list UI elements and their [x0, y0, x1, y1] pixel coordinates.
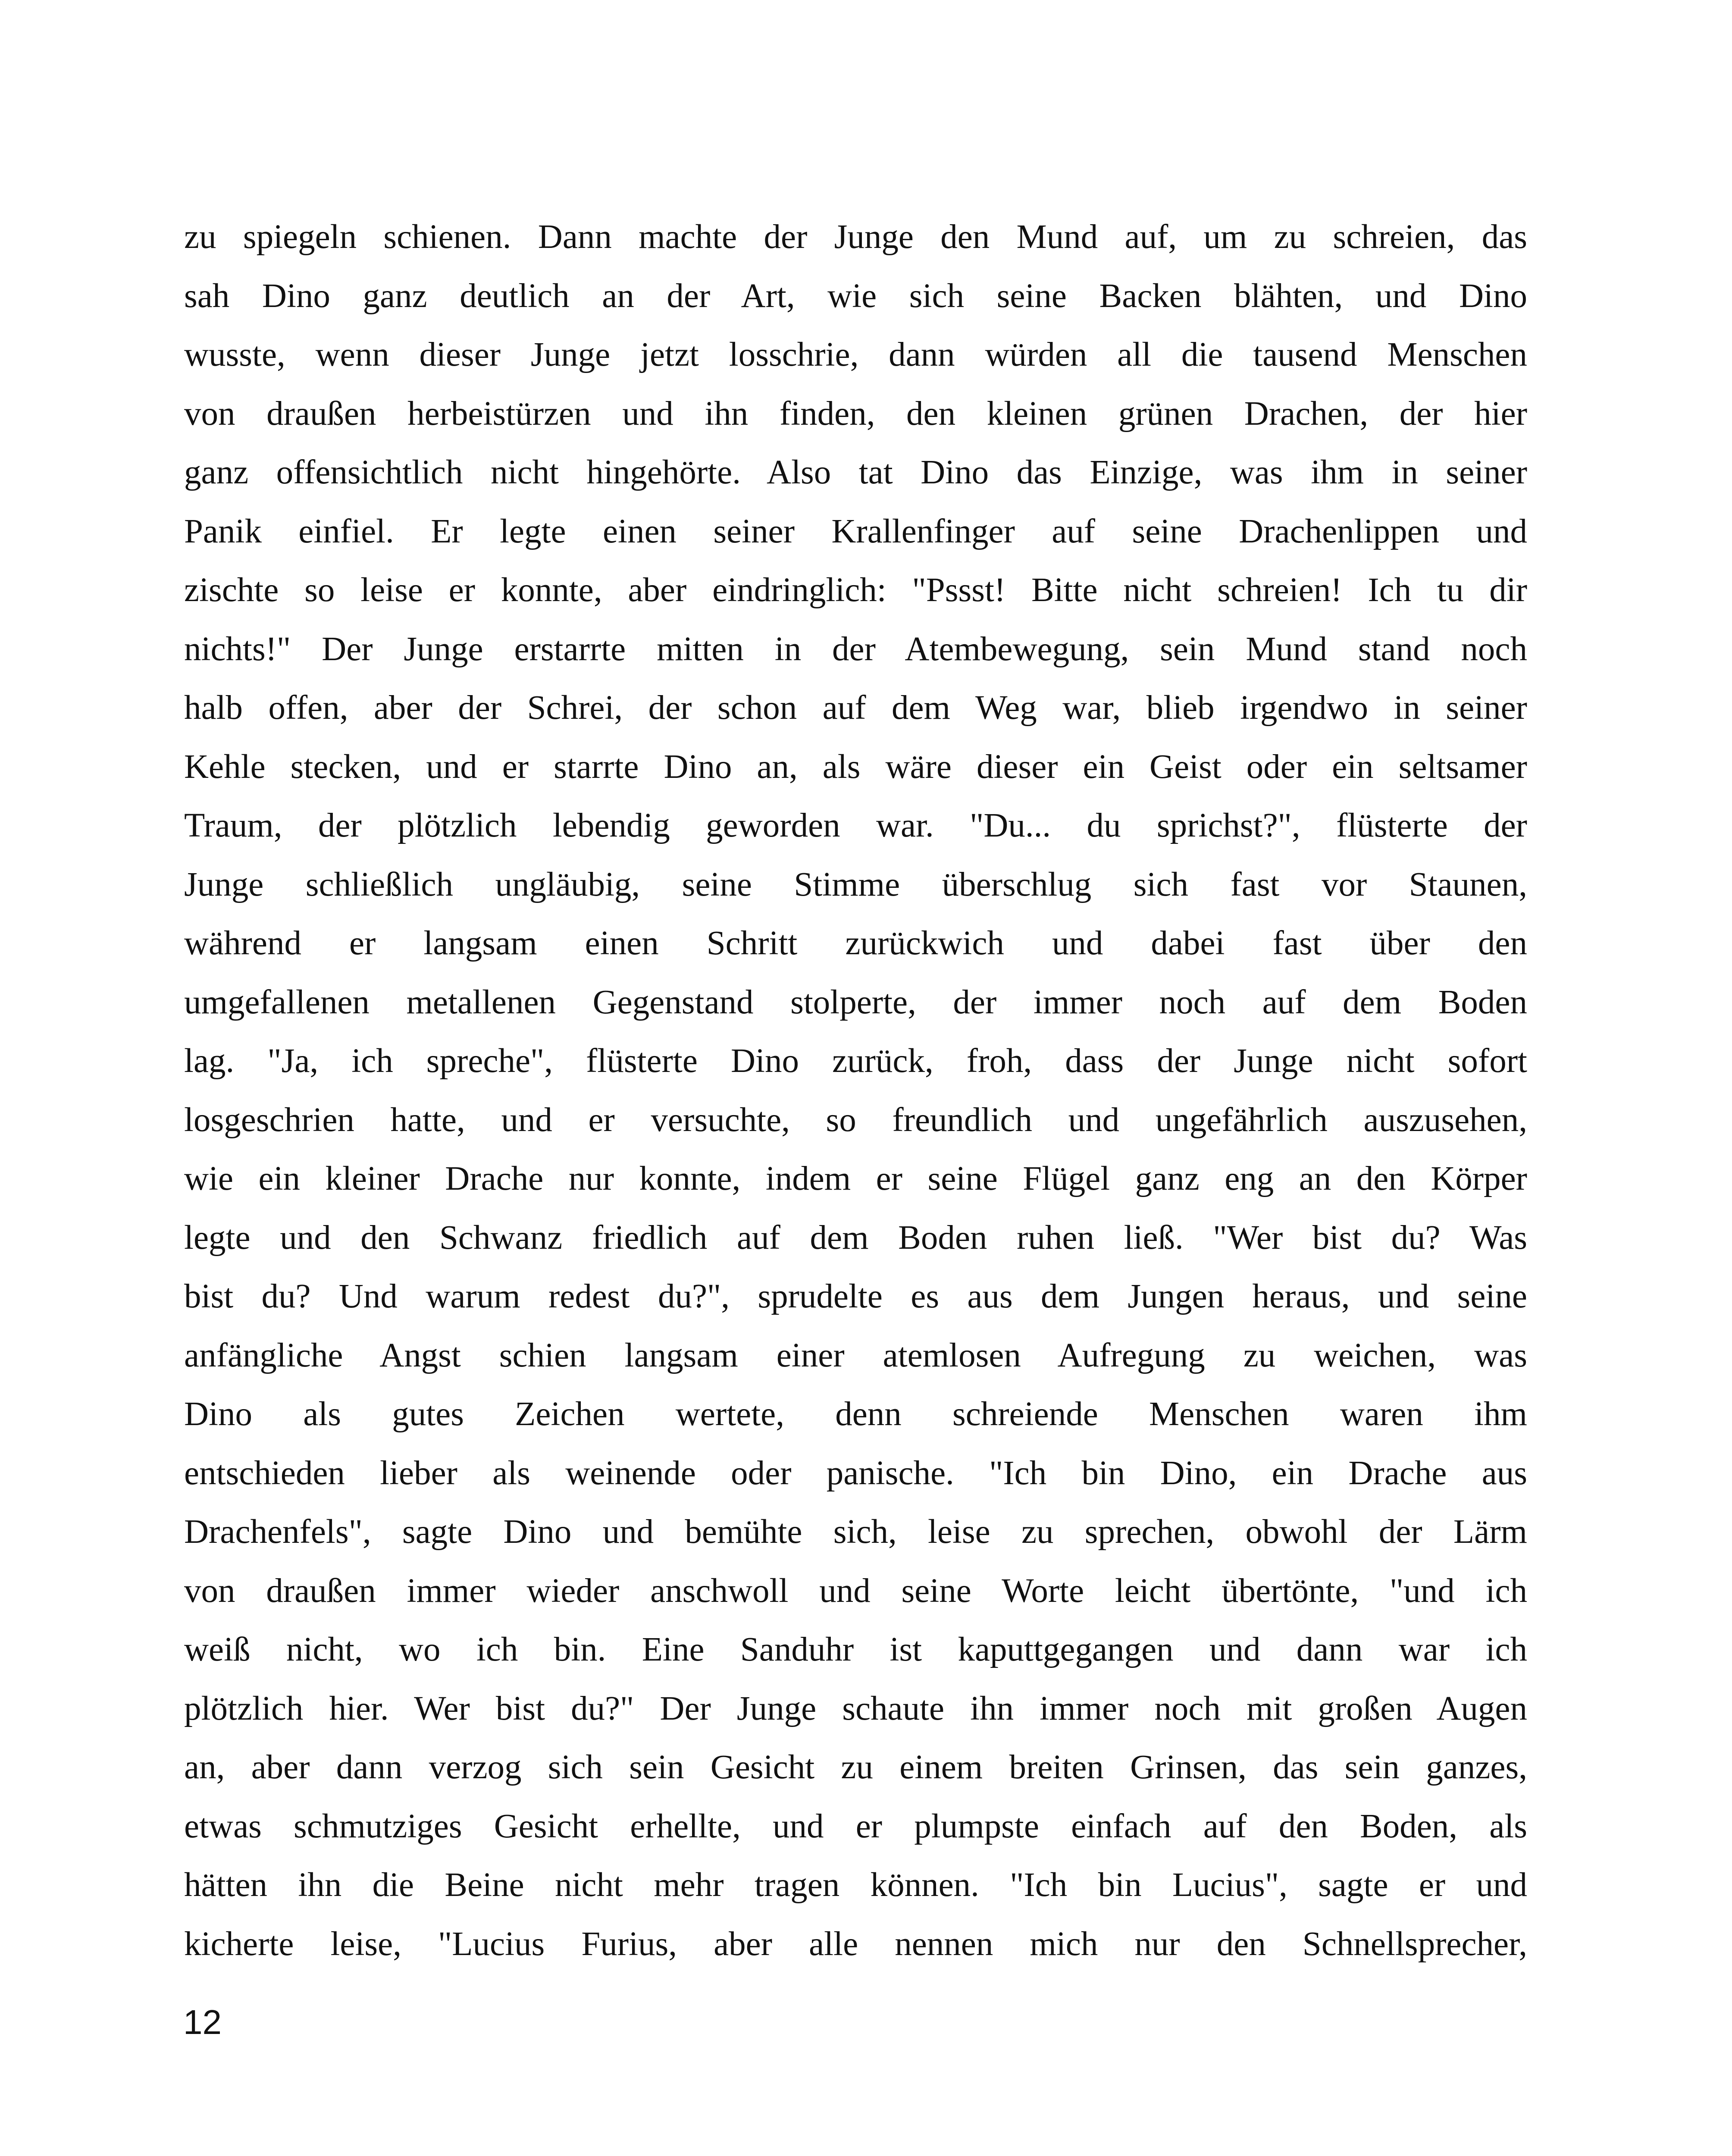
text-line: wie ein kleiner Drache nur konnte, indem er seine Flügel ganz eng an den Körper: [184, 1160, 1527, 1197]
text-line: lag. "Ja, ich spreche", flüsterte Dino zurück, froh, dass der Junge nicht sofort: [184, 1042, 1527, 1080]
text-line: halb offen, aber der Schrei, der schon auf dem Weg war, blieb irgendwo in seiner: [184, 689, 1527, 727]
text-line: von draußen herbeistürzen und ihn finden, den kleinen grünen Drachen, der hier: [184, 395, 1527, 432]
text-line: weiß nicht, wo ich bin. Eine Sanduhr ist kaputtgegangen und dann war ich: [184, 1631, 1527, 1668]
text-line: Junge schließlich ungläubig, seine Stimme überschlug sich fast vor Staunen,: [184, 865, 1527, 903]
text-line: zu spiegeln schienen. Dann machte der Junge den Mund auf, um zu schreien, das: [184, 218, 1527, 256]
page-number: 12: [183, 2003, 222, 2041]
text-line: wusste, wenn dieser Junge jetzt losschrie, dann würden all die tausend Menschen: [184, 336, 1527, 373]
text-line: losgeschrien hatte, und er versuchte, so freundlich und ungefährlich auszusehen,: [184, 1101, 1527, 1139]
text-line: etwas schmutziges Gesicht erhellte, und er plumpste einfach auf den Boden, als: [184, 1807, 1527, 1845]
text-line: während er langsam einen Schritt zurückwich und dabei fast über den: [184, 924, 1527, 962]
body-text: [184, 208, 1527, 1974]
text-line: kicherte leise, "Lucius Furius, aber alle nennen mich nur den Schnellsprecher,: [184, 1925, 1527, 1963]
text-line: Dino als gutes Zeichen wertete, denn schreiende Menschen waren ihm: [184, 1395, 1527, 1433]
text-line: bist du? Und warum redest du?", sprudelte es aus dem Jungen heraus, und seine: [184, 1278, 1527, 1315]
text-line: anfängliche Angst schien langsam einer atemlosen Aufregung zu weichen, was: [184, 1336, 1527, 1374]
text-line: umgefallenen metallenen Gegenstand stolperte, der immer noch auf dem Boden: [184, 983, 1527, 1021]
text-line: an, aber dann verzog sich sein Gesicht zu einem breiten Grinsen, das sein ganzes,: [184, 1749, 1527, 1786]
text-line: ganz offensichtlich nicht hingehörte. Also tat Dino das Einzige, was ihm in seiner: [184, 454, 1527, 491]
text-line: sah Dino ganz deutlich an der Art, wie sich seine Backen blähten, und Dino: [184, 277, 1527, 315]
text-line: hätten ihn die Beine nicht mehr tragen können. "Ich bin Lucius", sagte er und: [184, 1866, 1527, 1904]
text-line: nichts!" Der Junge erstarrte mitten in der Atembewegung, sein Mund stand noch: [184, 630, 1527, 668]
text-line: entschieden lieber als weinende oder panische. "Ich bin Dino, ein Drache aus: [184, 1454, 1527, 1492]
text-line: plötzlich hier. Wer bist du?" Der Junge schaute ihn immer noch mit großen Augen: [184, 1689, 1527, 1727]
text-line: Panik einfiel. Er legte einen seiner Krallenfinger auf seine Drachenlippen und: [184, 512, 1527, 550]
text-line: von draußen immer wieder anschwoll und seine Worte leicht übertönte, "und ich: [184, 1572, 1527, 1610]
text-line: Drachenfels", sagte Dino und bemühte sich, leise zu sprechen, obwohl der Lärm: [184, 1513, 1527, 1551]
text-line: legte und den Schwanz friedlich auf dem Boden ruhen ließ. "Wer bist du? Was: [184, 1219, 1527, 1257]
text-line: Kehle stecken, und er starrte Dino an, als wäre dieser ein Geist oder ein seltsamer: [184, 748, 1527, 786]
text-line: Traum, der plötzlich lebendig geworden war. "Du... du sprichst?", flüsterte der: [184, 807, 1527, 844]
text-line: zischte so leise er konnte, aber eindringlich: "Pssst! Bitte nicht schreien! Ich tu dir: [184, 571, 1527, 609]
